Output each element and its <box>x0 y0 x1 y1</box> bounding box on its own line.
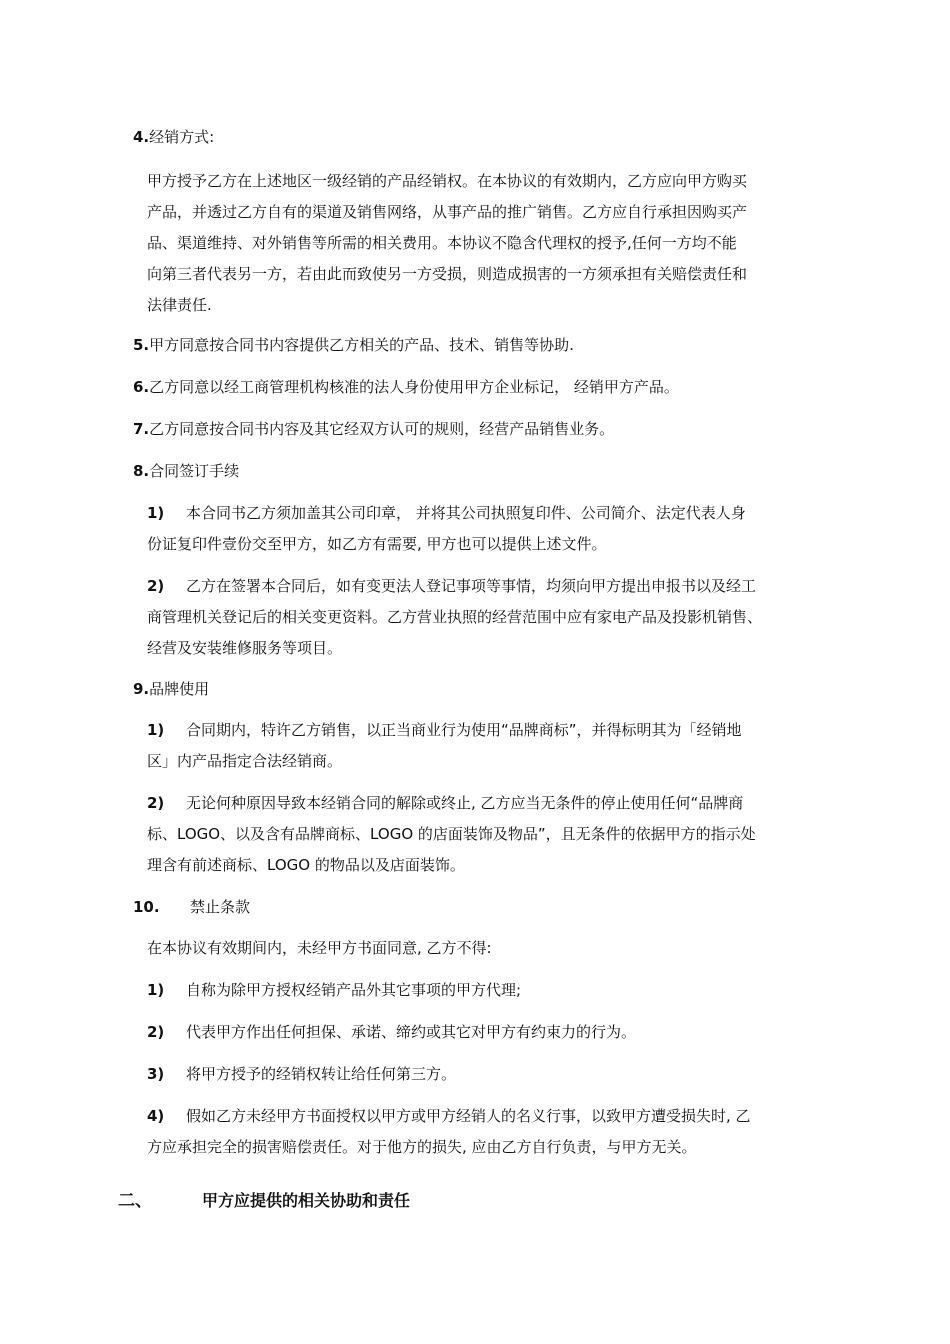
clause-9-2-line <box>147 792 743 814</box>
clause-text: 乙方同意以经工商管理机构核准的法人身份使用甲方企业标记， 经销甲方产品。 <box>149 378 679 396</box>
clause-4-heading <box>133 126 214 148</box>
clause-number: 6. <box>133 378 150 396</box>
clause-number: 7. <box>133 420 150 438</box>
clause-number: 4. <box>133 128 150 146</box>
sub-clause-number: 1) <box>147 981 165 999</box>
sub-clause-text: 将甲方授予的经销权转让给任何第三方。 <box>186 1065 457 1083</box>
clause-10-1 <box>147 979 521 1001</box>
clause-10-heading <box>133 896 250 918</box>
clause-10-intro: 在本协议有效期间内，未经甲方书面同意, 乙方不得: <box>147 939 492 957</box>
clause-8-heading <box>133 460 239 482</box>
sub-clause-number: 1) <box>147 721 165 739</box>
sub-clause-text: 合同期内，特许乙方销售，以正当商业行为使用“品牌商标”，并得标明其为「经销地 <box>186 721 742 739</box>
clause-4-body-line: 向第三者代表另一方，若由此而致使另一方受损，则造成损害的一方须承担有关赔偿责任和 <box>147 265 748 283</box>
clause-10-2 <box>147 1021 636 1043</box>
sub-clause-number: 4) <box>147 1107 165 1125</box>
clause-8-1-line: 份证复印件壹份交至甲方，如乙方有需要, 甲方也可以提供上述文件。 <box>147 535 607 553</box>
clause-7 <box>133 418 614 440</box>
clause-9-heading <box>133 678 209 700</box>
sub-clause-number: 1) <box>147 504 165 522</box>
clause-9-2-line: 理含有前述商标、LOGO 的物品以及店面装饰。 <box>147 856 465 874</box>
clause-8-2-line: 商管理机关登记后的相关变更资料。乙方营业执照的经营范围中应有家电产品及投影机销售、 <box>147 608 763 626</box>
clause-number: 8. <box>133 462 150 480</box>
clause-title: 合同签订手续 <box>149 462 240 480</box>
sub-clause-number: 2) <box>147 577 165 595</box>
clause-4-body-line: 产品，并透过乙方自有的渠道及销售网络，从事产品的推广销售。乙方应自行承担因购买产 <box>147 203 748 221</box>
clause-8-2-line <box>147 575 756 597</box>
sub-clause-text: 乙方在签署本合同后，如有变更法人登记事项等事情，均须向甲方提出申报书以及经工 <box>186 577 757 595</box>
clause-title: 禁止条款 <box>190 898 251 916</box>
clause-title: 经销方式: <box>149 128 215 146</box>
sub-clause-number: 2) <box>147 1023 165 1041</box>
clause-6 <box>133 376 679 398</box>
clause-4-body-line: 法律责任. <box>147 296 212 314</box>
sub-clause-text: 代表甲方作出任何担保、承诺、缔约或其它对甲方有约束力的行为。 <box>186 1023 637 1041</box>
clause-4-body-line: 品、渠道维持、对外销售等所需的相关费用。本协议不隐含代理权的授予,任何一方均不能 <box>147 234 737 252</box>
clause-8-1-line <box>147 502 746 524</box>
sub-clause-text: 本合同书乙方须加盖其公司印章， 并将其公司执照复印件、公司简介、法定代表人身 <box>186 504 746 522</box>
clause-5 <box>133 334 574 356</box>
clause-text: 乙方同意按合同书内容及其它经双方认可的规则，经营产品销售业务。 <box>149 420 615 438</box>
clause-number: 5. <box>133 336 150 354</box>
sub-clause-text: 无论何种原因导致本经销合同的解除或终止, 乙方应当无条件的停止使用任何“品牌商 <box>186 794 744 812</box>
clause-10-4-line: 方应承担完全的损害赔偿责任。对于他方的损失, 应由乙方自行负责，与甲方无关。 <box>147 1138 697 1156</box>
sub-clause-text: 自称为除甲方授权经销产品外其它事项的甲方代理; <box>186 981 522 999</box>
clause-9-2-line: 标、LOGO、以及含有品牌商标、LOGO 的店面装饰及物品”，且无条件的依据甲方的指示处 <box>147 825 756 843</box>
section-2-number: 二、 <box>118 1191 152 1211</box>
clause-number: 10. <box>133 898 160 916</box>
clause-text: 甲方同意按合同书内容提供乙方相关的产品、技术、销售等协助. <box>149 336 574 354</box>
sub-clause-number: 2) <box>147 794 165 812</box>
clause-9-1-line <box>147 719 742 741</box>
clause-8-2-line: 经营及安装维修服务等项目。 <box>147 639 343 657</box>
clause-4-body-line: 甲方授予乙方在上述地区一级经销的产品经销权。在本协议的有效期内，乙方应向甲方购买 <box>147 172 748 190</box>
clause-9-1-line: 区」内产品指定合法经销商。 <box>147 752 343 770</box>
clause-10-3 <box>147 1063 456 1085</box>
clause-title: 品牌使用 <box>149 680 210 698</box>
sub-clause-number: 3) <box>147 1065 165 1083</box>
section-2-title: 甲方应提供的相关协助和责任 <box>202 1191 411 1210</box>
clause-10-4-line <box>147 1105 751 1127</box>
sub-clause-text: 假如乙方未经甲方书面授权以甲方或甲方经销人的名义行事，以致甲方遭受损失时, 乙 <box>186 1107 751 1125</box>
clause-number: 9. <box>133 680 150 698</box>
